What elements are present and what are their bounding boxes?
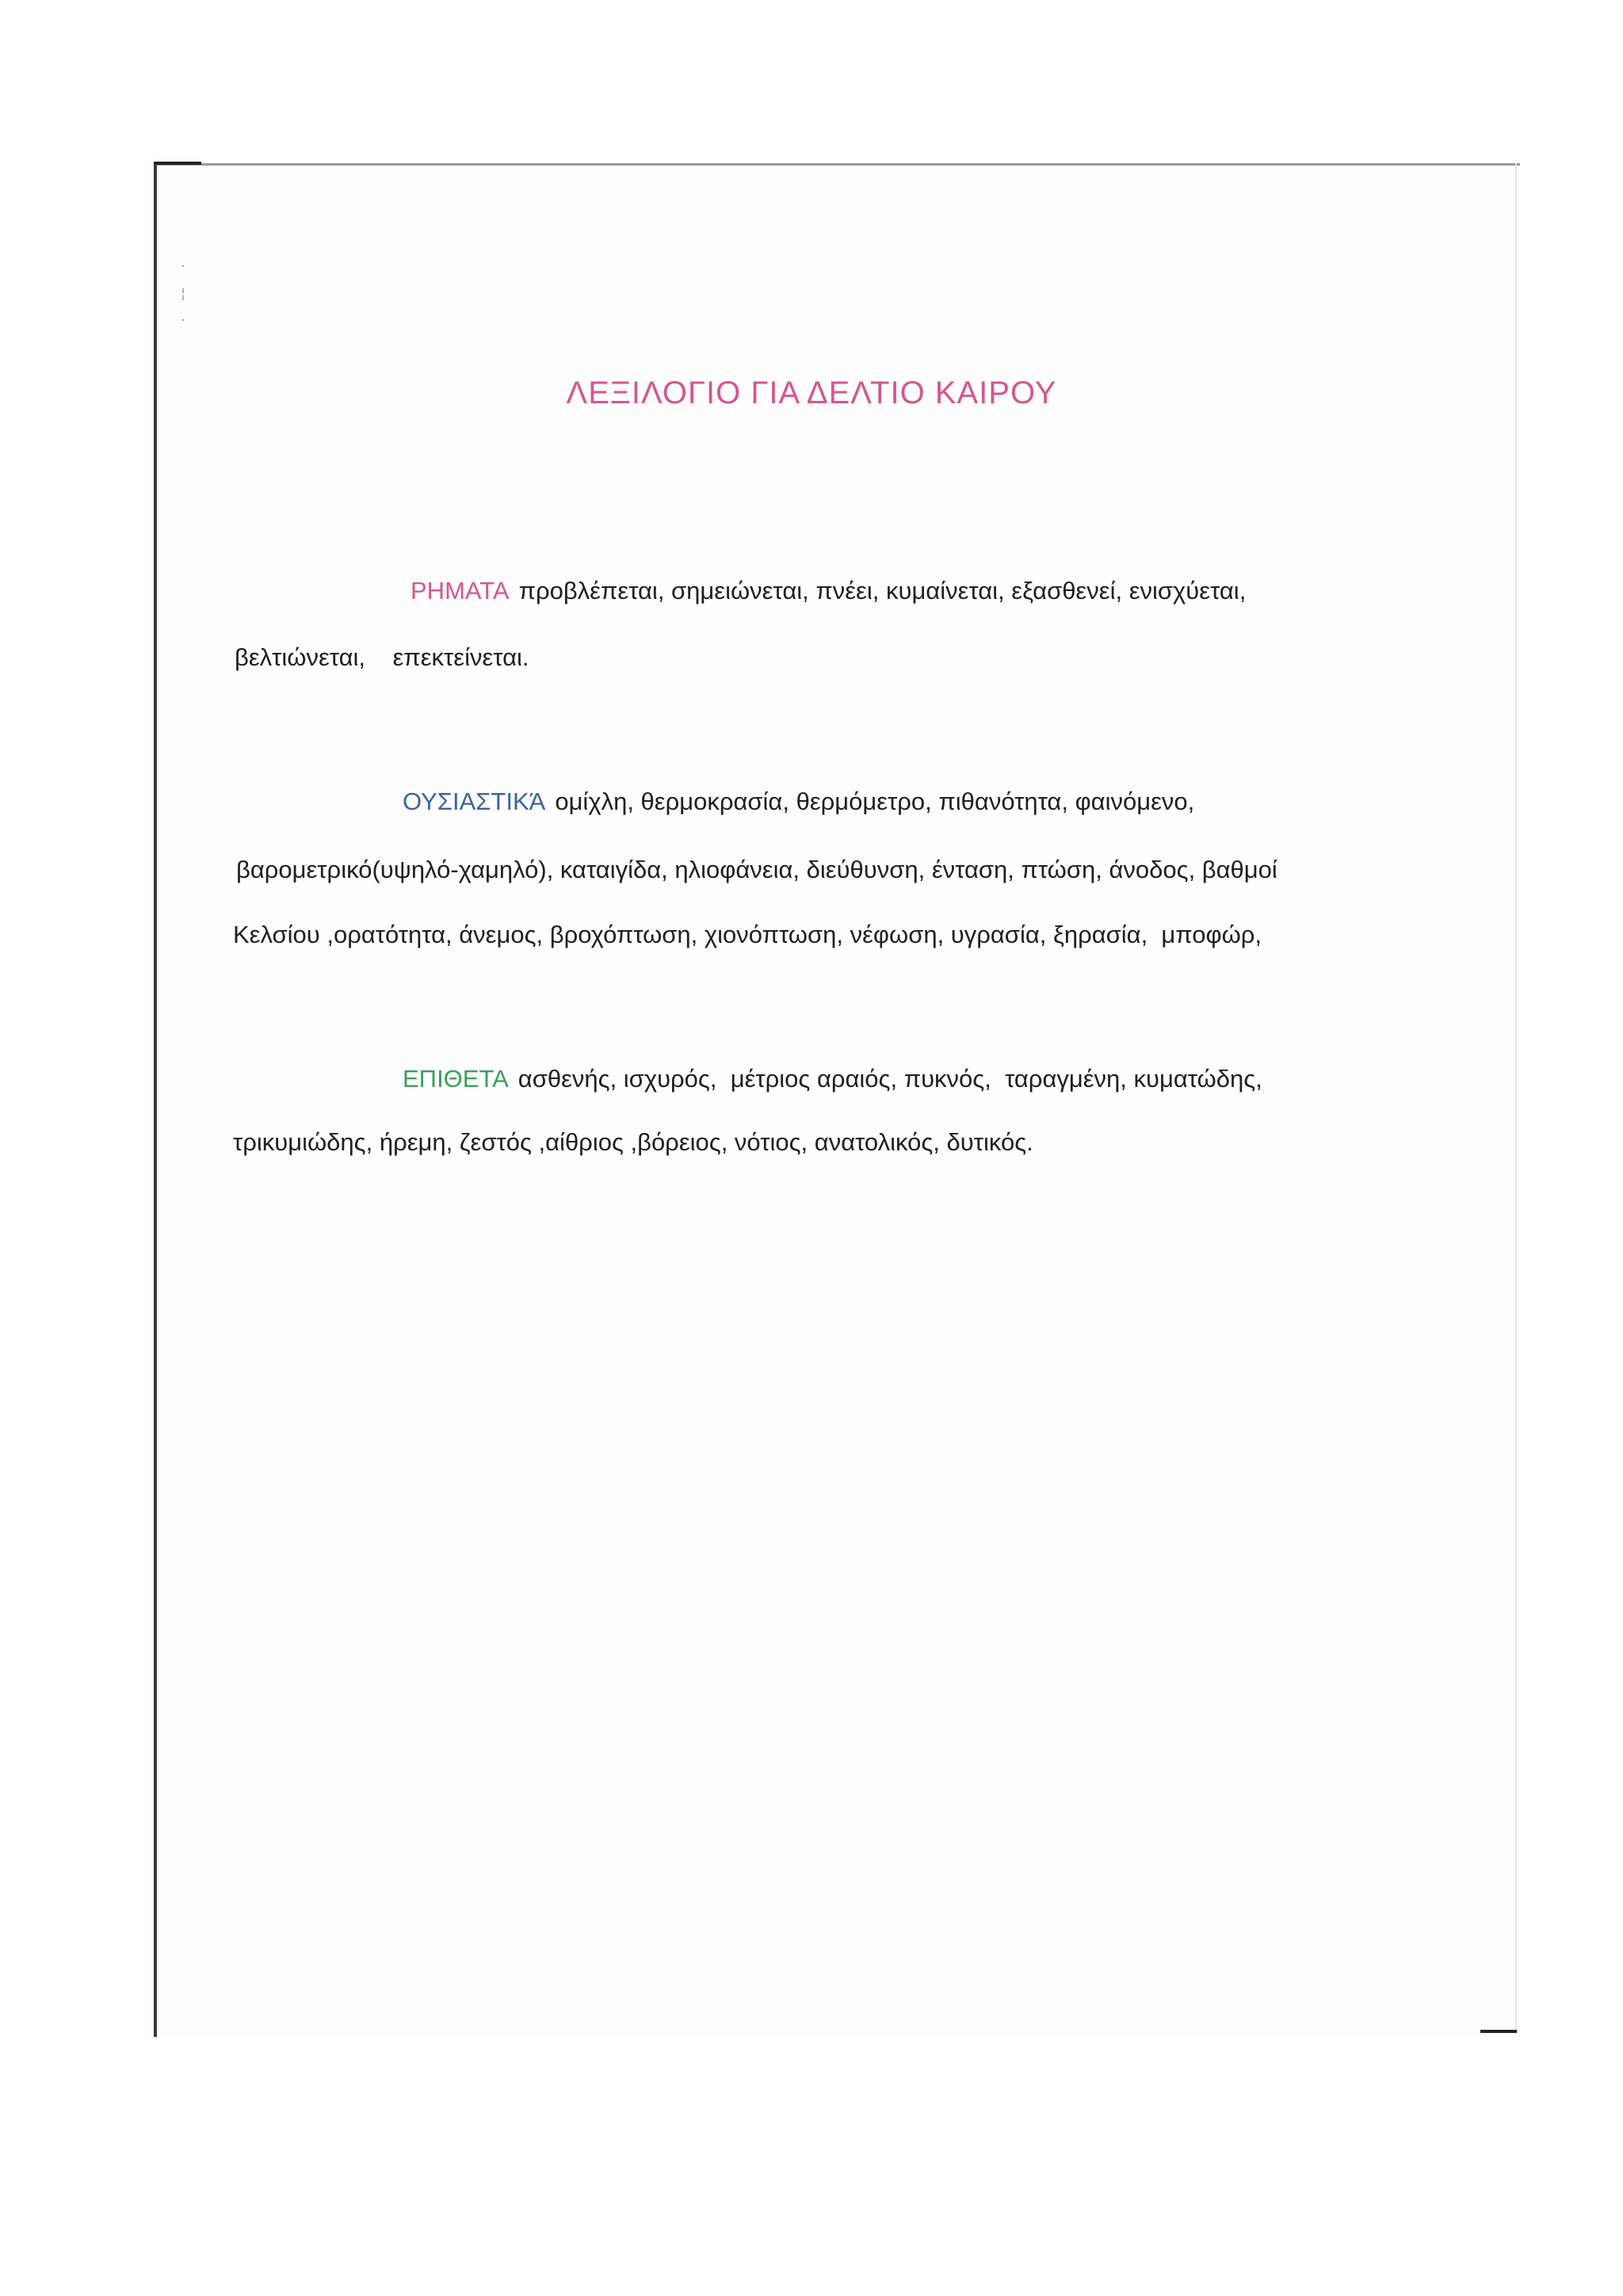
verbs-text-2: βελτιώνεται, επεκτείνεται. bbox=[235, 643, 529, 671]
nouns-label: ΟΥΣΙΑΣΤΙΚΆ bbox=[403, 788, 546, 815]
nouns-text-1: ομίχλη, θερμοκρασία, θερμόμετρο, πιθανότητα, φαινόμενο, bbox=[555, 788, 1195, 815]
nouns-line-1 bbox=[403, 786, 1194, 818]
verbs-label: ΡΗΜΑΤΑ bbox=[411, 577, 510, 605]
scanned-page bbox=[154, 163, 1520, 2037]
document-title: ΛΕΞΙΛΟΓΙΟ ΓΙΑ ΔΕΛΤΙΟ ΚΑΙΡΟΥ bbox=[566, 376, 1057, 410]
nouns-line-2 bbox=[236, 854, 1277, 886]
nouns-line-3 bbox=[233, 919, 1262, 951]
nouns-text-2: βαρομετρικό(υψηλό-χαμηλό), καταιγίδα, ηλιοφάνεια, διεύθυνση, ένταση, πτώση, άνοδος, βαθμοί bbox=[236, 856, 1277, 883]
scan-bottom-mark bbox=[1480, 2030, 1517, 2033]
page-right-edge bbox=[1515, 163, 1517, 2033]
adjectives-line-1 bbox=[403, 1063, 1262, 1095]
scan-corner-mark bbox=[154, 162, 201, 165]
nouns-text-3: Κελσίου ,ορατότητα, άνεμος, βροχόπτωση, χιονόπτωση, νέφωση, υγρασία, ξηρασία, μποφώρ, bbox=[233, 921, 1262, 948]
adjectives-line-2 bbox=[233, 1127, 1033, 1158]
verbs-text-1: προβλέπεται, σημειώνεται, πνέει, κυμαίνεται, εξασθενεί, ενισχύεται, bbox=[518, 577, 1247, 605]
adjectives-label: ΕΠΙΘΕΤΑ bbox=[403, 1065, 509, 1093]
verbs-line-2 bbox=[235, 642, 529, 673]
adjectives-text-1: ασθενής, ισχυρός, μέτριος αραιός, πυκνός, ταραγμένη, κυματώδης, bbox=[517, 1065, 1262, 1093]
adjectives-text-2: τρικυμιώδης, ήρεμη, ζεστός ,αίθριος ,βόρειος, νότιος, ανατολικός, δυτικός. bbox=[233, 1128, 1033, 1156]
margin-specks: · ¦ · bbox=[181, 258, 186, 329]
verbs-line-1 bbox=[411, 575, 1246, 607]
